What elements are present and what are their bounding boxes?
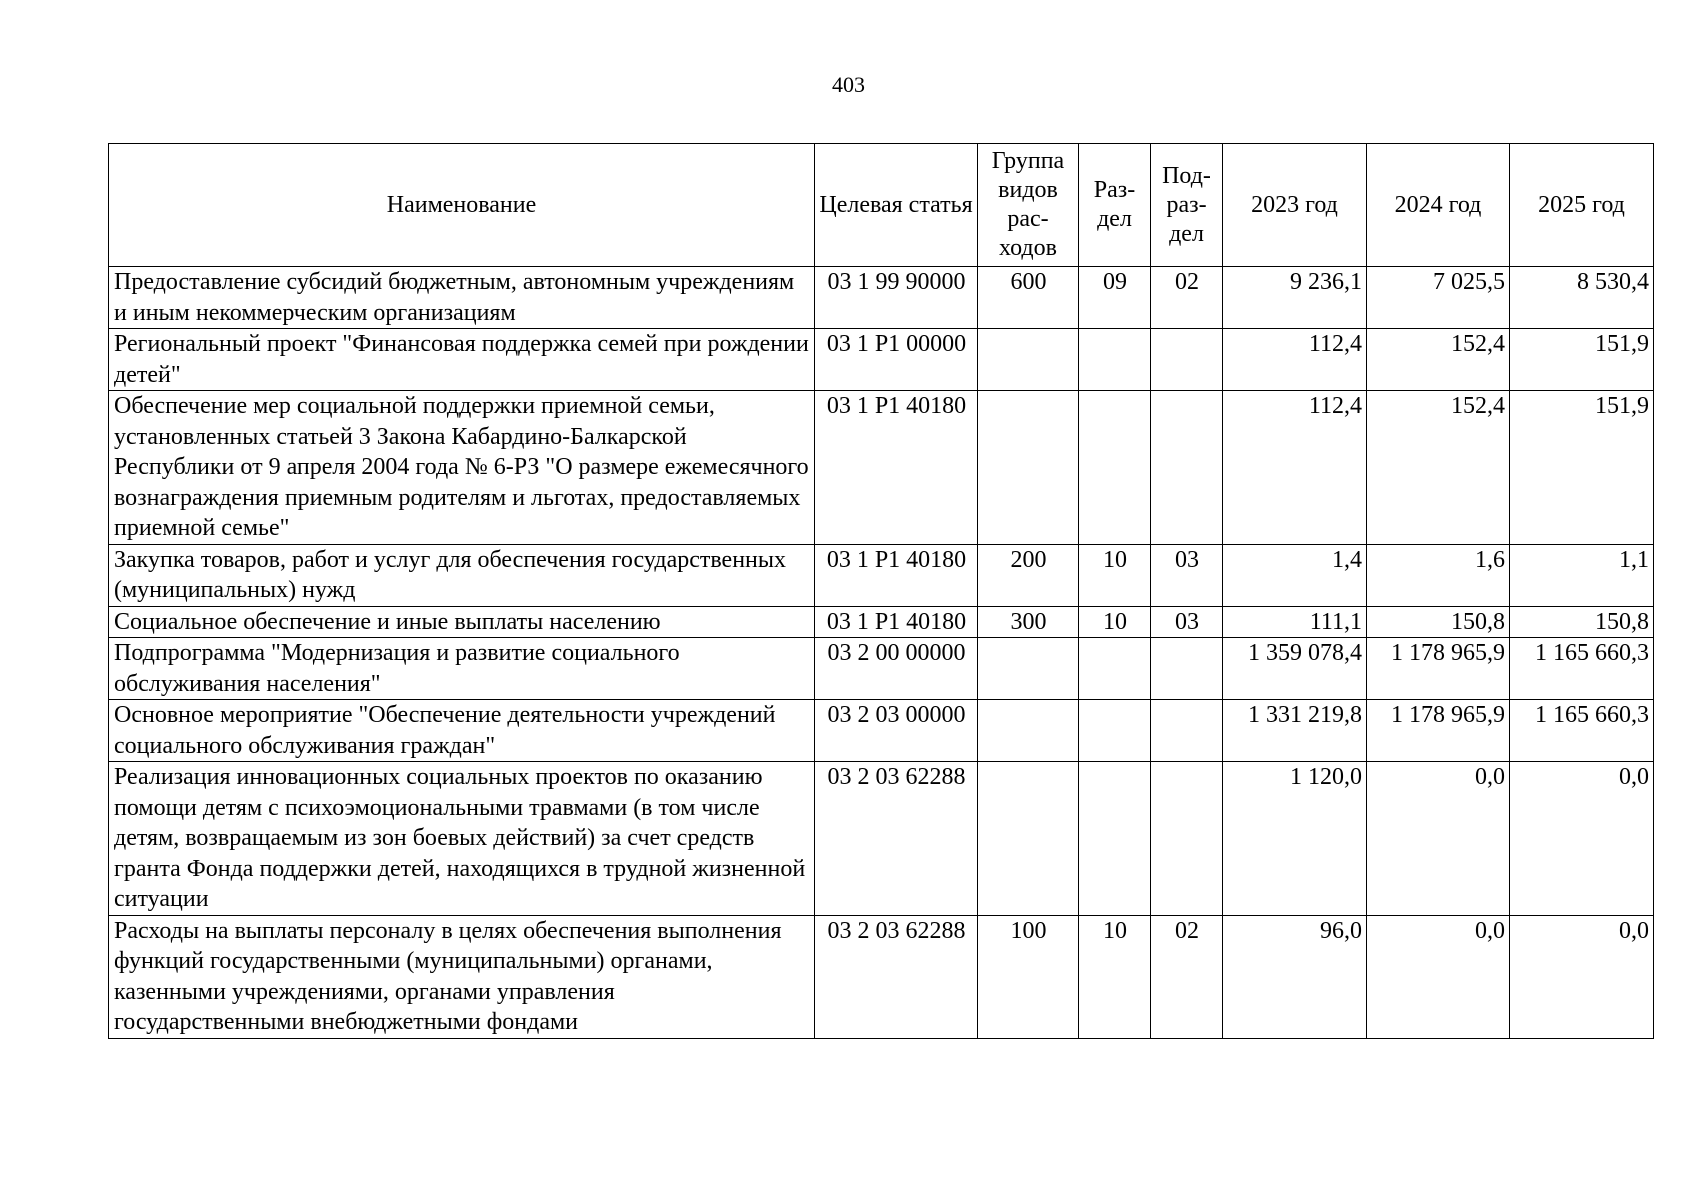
cell-name: Региональный проект "Финансовая поддержка семей при рождении детей" xyxy=(109,329,815,391)
cell-2024: 152,4 xyxy=(1367,329,1510,391)
cell-2025: 1 165 660,3 xyxy=(1510,638,1654,700)
cell-target-article: 03 2 00 00000 xyxy=(815,638,978,700)
cell-target-article: 03 1 Р1 40180 xyxy=(815,391,978,545)
cell-2025: 8 530,4 xyxy=(1510,267,1654,329)
cell-expense-group xyxy=(978,700,1079,762)
cell-target-article: 03 2 03 62288 xyxy=(815,915,978,1038)
cell-section: 10 xyxy=(1079,606,1151,638)
cell-section: 10 xyxy=(1079,544,1151,606)
cell-2025: 1 165 660,3 xyxy=(1510,700,1654,762)
table-body xyxy=(109,267,1654,1039)
cell-target-article: 03 1 Р1 00000 xyxy=(815,329,978,391)
cell-name: Подпрограмма "Модернизация и развитие социального обслуживания населения" xyxy=(109,638,815,700)
cell-subsection xyxy=(1151,329,1223,391)
table-row xyxy=(109,638,1654,700)
cell-name: Предоставление субсидий бюджетным, автономным учреждениям и иным некоммерческим организациям xyxy=(109,267,815,329)
cell-expense-group: 200 xyxy=(978,544,1079,606)
cell-2025: 1,1 xyxy=(1510,544,1654,606)
cell-2024: 7 025,5 xyxy=(1367,267,1510,329)
cell-2023: 112,4 xyxy=(1223,391,1367,545)
cell-name: Обеспечение мер социальной поддержки приемной семьи, установленных статьей 3 Закона Кабардино-Балкарской Республики от 9 апреля 2004 года № 6-РЗ "О размере ежемесячного вознаграждения приемным родителям и льготах, предоставляемых приемной семье" xyxy=(109,391,815,545)
cell-section xyxy=(1079,391,1151,545)
cell-2024: 1,6 xyxy=(1367,544,1510,606)
header-subsection: Под-раз-дел xyxy=(1151,144,1223,267)
cell-target-article: 03 2 03 00000 xyxy=(815,700,978,762)
cell-subsection: 03 xyxy=(1151,606,1223,638)
cell-expense-group: 100 xyxy=(978,915,1079,1038)
cell-section xyxy=(1079,700,1151,762)
cell-subsection xyxy=(1151,638,1223,700)
cell-2023: 1 331 219,8 xyxy=(1223,700,1367,762)
header-2023: 2023 год xyxy=(1223,144,1367,267)
header-target-article: Целевая статья xyxy=(815,144,978,267)
cell-2025: 151,9 xyxy=(1510,329,1654,391)
cell-name: Основное мероприятие "Обеспечение деятельности учреждений социального обслуживания граждан" xyxy=(109,700,815,762)
budget-table xyxy=(108,143,1654,1039)
header-expense-group: Группа видов рас-ходов xyxy=(978,144,1079,267)
cell-subsection: 02 xyxy=(1151,267,1223,329)
cell-2025: 0,0 xyxy=(1510,762,1654,916)
cell-expense-group xyxy=(978,762,1079,916)
cell-name: Расходы на выплаты персоналу в целях обеспечения выполнения функций государственными (муниципальными) органами, казенными учреждениями, органами управления государственными внебюджетными фондами xyxy=(109,915,815,1038)
cell-2023: 111,1 xyxy=(1223,606,1367,638)
cell-subsection xyxy=(1151,762,1223,916)
cell-section: 10 xyxy=(1079,915,1151,1038)
cell-expense-group xyxy=(978,391,1079,545)
cell-subsection xyxy=(1151,391,1223,545)
cell-2024: 1 178 965,9 xyxy=(1367,700,1510,762)
header-name: Наименование xyxy=(109,144,815,267)
table-row xyxy=(109,544,1654,606)
cell-2023: 96,0 xyxy=(1223,915,1367,1038)
cell-2024: 150,8 xyxy=(1367,606,1510,638)
cell-2025: 150,8 xyxy=(1510,606,1654,638)
header-row xyxy=(109,144,1654,267)
cell-target-article: 03 1 99 90000 xyxy=(815,267,978,329)
cell-2024: 0,0 xyxy=(1367,915,1510,1038)
cell-expense-group: 300 xyxy=(978,606,1079,638)
cell-2023: 112,4 xyxy=(1223,329,1367,391)
cell-2023: 1,4 xyxy=(1223,544,1367,606)
cell-section xyxy=(1079,329,1151,391)
table-row xyxy=(109,915,1654,1038)
cell-2025: 0,0 xyxy=(1510,915,1654,1038)
header-2025: 2025 год xyxy=(1510,144,1654,267)
cell-target-article: 03 2 03 62288 xyxy=(815,762,978,916)
cell-name: Реализация инновационных социальных проектов по оказанию помощи детям с психоэмоциональными травмами (в том числе детям, возвращаемым из зон боевых действий) за счет средств гранта Фонда поддержки детей, находящихся в трудной жизненной ситуации xyxy=(109,762,815,916)
table-row xyxy=(109,329,1654,391)
table-header xyxy=(109,144,1654,267)
table-row xyxy=(109,606,1654,638)
table-row xyxy=(109,391,1654,545)
cell-2024: 1 178 965,9 xyxy=(1367,638,1510,700)
cell-subsection xyxy=(1151,700,1223,762)
cell-subsection: 03 xyxy=(1151,544,1223,606)
page-number: 403 xyxy=(832,72,865,97)
cell-target-article: 03 1 Р1 40180 xyxy=(815,606,978,638)
cell-expense-group xyxy=(978,329,1079,391)
header-2024: 2024 год xyxy=(1367,144,1510,267)
table-row xyxy=(109,762,1654,916)
cell-2023: 1 359 078,4 xyxy=(1223,638,1367,700)
cell-expense-group xyxy=(978,638,1079,700)
cell-2024: 0,0 xyxy=(1367,762,1510,916)
cell-section: 09 xyxy=(1079,267,1151,329)
cell-2023: 1 120,0 xyxy=(1223,762,1367,916)
cell-subsection: 02 xyxy=(1151,915,1223,1038)
cell-2023: 9 236,1 xyxy=(1223,267,1367,329)
table-row xyxy=(109,700,1654,762)
table-row xyxy=(109,267,1654,329)
cell-name: Закупка товаров, работ и услуг для обеспечения государственных (муниципальных) нужд xyxy=(109,544,815,606)
cell-section xyxy=(1079,638,1151,700)
cell-2025: 151,9 xyxy=(1510,391,1654,545)
cell-name: Социальное обеспечение и иные выплаты населению xyxy=(109,606,815,638)
cell-expense-group: 600 xyxy=(978,267,1079,329)
cell-2024: 152,4 xyxy=(1367,391,1510,545)
cell-section xyxy=(1079,762,1151,916)
cell-target-article: 03 1 Р1 40180 xyxy=(815,544,978,606)
header-section: Раз-дел xyxy=(1079,144,1151,267)
